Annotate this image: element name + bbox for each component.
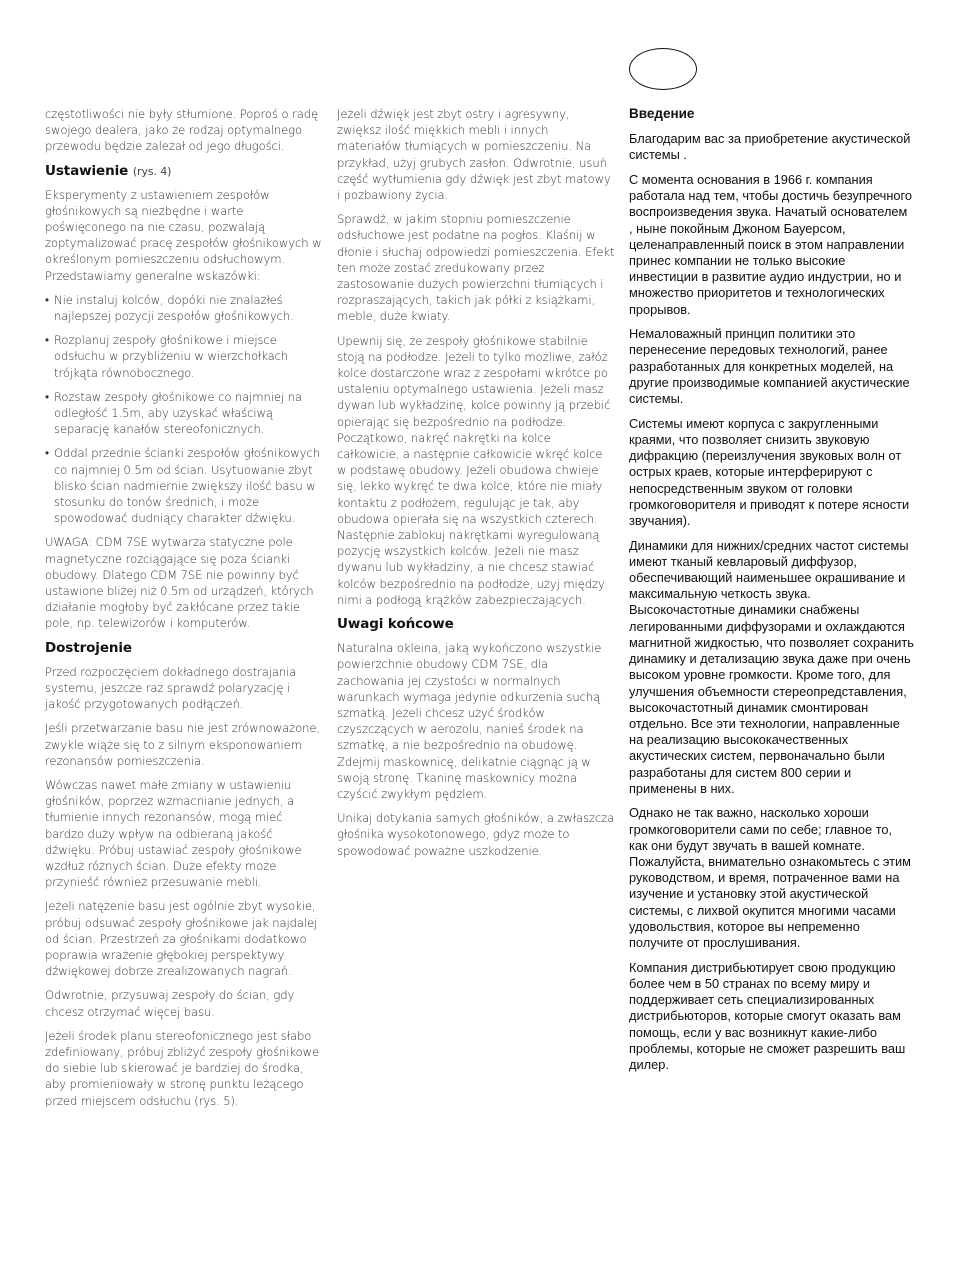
paragraph: Przed rozpoczęciem dokładnego dostrajania systemu, jeszcze raz sprawdź polaryzację i jakość przygotowanych podłączeń. <box>45 664 297 712</box>
paragraph: Однако не так важно, насколько хороши громкоговорители сами по себе; главное то, как они будут звучать в вашей комнате. Пожалуйста, внимательно ознакомьтесь с этим руководством, и время, потраченное вами на изучение и установку этой акустической системы, с лихвой окупится многими часами удовольствия, которое вы непременно получите от прослушивания. <box>629 805 911 951</box>
language-badge-oval <box>629 48 697 90</box>
heading-dostrojenie: Dostrojenie <box>45 639 132 656</box>
paragraph: Wówczas nawet małe zmiany w ustawieniu głośników, poprzez wzmacnianie jednych, a tłumienie innych rezonansów, mogą mieć bardzo duży wpływ na odbieraną jakość dźwięku. Próbuj ustawiać zespoły głośnikowe wzdłuż różnych ścian. Duże efekty może przynieść również przesuwanie mebli. <box>45 777 302 890</box>
paragraph: Jeżeli dźwięk jest zbyt ostry i agresywny, zwiększ ilość miękkich mebli i innych materiałów tłumiących w pomieszczeniu. Na przykład, użyj grubych zasłon. Odwrotnie, usuń część wytłumienia gdy dźwięk jest zbyt matowy i pozbawiony życia. <box>337 107 611 203</box>
paragraph: Eksperymenty z ustawieniem zespołów głośnikowych są niezbędne i warte poświęconego na nie czasu, pozwalają zoptymalizować pracę zespołów głośnikowych w określonym pomieszczeniu odsłuchowym. Przedstawiamy generalne wskazówki: <box>45 187 322 283</box>
list-item: • Nie instaluj kolców, dopóki nie znalazłeś najlepszej pozycji zespołów głośnikowych. <box>45 292 322 324</box>
russian-column-right <box>629 105 914 1082</box>
paragraph: Sprawdź, w jakim stopniu pomieszczenie odsłuchowe jest podatne na pogłos. Klaśnij w dłonie i słuchaj odpowiedzi pomieszczenia. Efekt ten może zostać zredukowany przez zastosowanie dużych powierzchni tłumiących i rozpraszających, takich jak półki z książkami, meble, duże kwiaty. <box>337 212 615 324</box>
paragraph: częstotliwości nie były stłumione. Poproś o radę swojego dealera, jako że rodzaj optymalnego przewodu będzie zależał od jego długości. <box>45 107 318 154</box>
list-item: • Oddal przednie ścianki zespołów głośnikowych co najmniej 0.5m od ścian. Usytuowanie zbyt blisko ścian nadmiernie zwiększy ilość basu w stosunku do tonów średnich, i może spowodować dudniący charakter dźwięku. <box>45 445 322 526</box>
paragraph: Благодарим вас за приобретение акустической системы . <box>629 131 911 163</box>
paragraph: Динамики для нижних/средних частот системы имеют тканый кевларовый диффузор, обеспечивающий наименьшее окрашивание и максимальную четкость звука. Высокочастотные динамики снабжены легированными диффузорами и охлаждаются магнитной жидкостью, что позволяет сохранить динамику и детализацию звука даже при очень высоком уровне громкости. Кроме того, для улучшения объемности стереопредставления, высокочастотный динамик смонтирован отдельно. Все эти технологии, направленные на реализацию высококачественных акустических систем, первоначально были разработаны для систем 800 серии и применены в них. <box>629 537 914 796</box>
paragraph: С момента основания в 1966 г. компания работала над тем, чтобы достичь безупречного воспроизведения звука. Начатый основателем , ныне покойным Джоном Бауерсом, целенаправленный поиск в этом направлении принес компании не только высокие инвестиции в развитие аудио индустрии, но и множество приоритетов и технологических прорывов. <box>629 171 913 317</box>
list-item: • Rozstaw zespoły głośnikowe co najmniej na odległość 1.5m, aby uzyskać właściwą separację kanałów stereofonicznych. <box>45 389 322 438</box>
polish-column-middle <box>337 106 615 867</box>
paragraph: Jeśli przetwarzanie basu nie jest zrównoważone, zwykle wiąże się to z silnym eksponowaniem rezonansów pomieszczenia. <box>45 721 320 768</box>
paragraph: Odwrotnie, przysuwaj zespoły do ścian, gdy chcesz otrzymać więcej basu. <box>45 988 295 1019</box>
paragraph: Unikaj dotykania samych głośników, a zwłaszcza głośnika wysokotonowego, gdyż może to spowodować poważne uszkodzenie. <box>337 811 615 858</box>
paragraph: Jeżeli natężenie basu jest ogólnie zbyt wysokie, próbuj odsuwać zespoły głośnikowe jak najdalej od ścian. Przestrzeń za głośnikami dodatkowo poprawia wrażenie głębokiej perspektywy dźwiękowej dobrze zrealizowanych nagrań. <box>45 899 318 979</box>
polish-column-left <box>45 106 322 1117</box>
heading-text: Ustawienie <box>45 162 129 179</box>
paragraph: Немаловажный принцип политики это перенесение передовых технологий, ранее разработанных для конкретных моделей, на другие производимые компанией акустические системы. <box>629 326 910 407</box>
paragraph: Компания дистрибьютирует свою продукцию более чем в 50 странах по всему миру и поддерживает сеть специализированных дистрибьюторов, которые смогут оказать вам помощь, если у вас возникнут какие-либо проблемы, которые не сможет разрешить ваш дилер. <box>629 959 906 1072</box>
bullet-list <box>45 292 322 527</box>
list-item: • Rozplanuj zespoły głośnikowe i miejsce odsłuchu w przybliżeniu w wierzchołkach trójkąta równobocznego. <box>45 332 322 381</box>
heading-uwagi-koncowe: Uwagi końcowe <box>337 616 454 633</box>
paragraph: Naturalna okleina, jaką wykończono wszystkie powierzchnie obudowy CDM 7SE, dla zachowania jej czystości w normalnych warunkach wymaga jedynie odkurzenia suchą szmatką. Jeżeli chcesz użyć środków czyszczących w aerozolu, nanieś środek na szmatkę, a nie bezpośrednio na obudowę. Zdejmij maskownicę, delikatnie ciągnąc ją w swoją stronę. Tkaninę maskownicy można czyścić zwykłym pędzlem. <box>337 641 602 801</box>
paragraph: Jeżeli środek planu stereofonicznego jest słabo zdefiniowany, próbuj zbliżyć zespoły głośnikowe do siebie lub skierować je bardziej do środka, aby promieniowały w stronę punktu leżącego przed miejscem odsłuchu (rys. 5). <box>45 1028 319 1108</box>
paragraph: Системы имеют корпуса с закругленными краями, что позволяет снизить звуковую дифракцию (переизлучения звуковых волн от острых краев, которые интерферируют с непосредственным звуком от головки громкоговорителя и приводят к потере ясности звучания). <box>629 415 910 528</box>
heading-ustawienie <box>45 163 322 180</box>
figure-ref: (rys. 4) <box>132 164 172 178</box>
paragraph-note: UWAGA: CDM 7SE wytwarza statyczne pole magnetyczne rozciągające się poza ścianki obudowy. Dlatego CDM 7SE nie powinny być ustawione bliżej niż 0.5m od urządzeń, których działanie mogłoby być zakłócane przez takie pole, np. telewizorów i komputerów. <box>45 535 314 631</box>
paragraph: Upewnij się, że zespoły głośnikowe stabilnie stoją na podłodze. Jeżeli to tylko możliwe, załóż kolce dostarczone wraz z zespołami wkrótce po ustaleniu optymalnego ustawienia. Jeżeli masz dywan lub wykładzinę, kolce powinny ją przebić opierając się bezpośrednio na podłodze. Początkowo, nakręć nakrętki na kolce całkowicie, a następnie całkowicie wkręć kolce w podstawę obudowy. Jeżeli obudowa chwieje się, lekko wykręć te dwa kolce, które nie miały kontaktu z podłożem, regulując je tak, aby obudowa opierała się na wszystkich czterech. Następnie zablokuj nakrętkami wyregulowaną pozycję wszystkich kolców. Jeżeli nie masz dywanu lub wykładziny, a nie chcesz stawiać kolców bezpośrednio na podłodze, użyj między nimi a podłogą krążków zabezpieczających. <box>337 333 611 607</box>
heading-vvedenie: Введение <box>629 106 695 121</box>
